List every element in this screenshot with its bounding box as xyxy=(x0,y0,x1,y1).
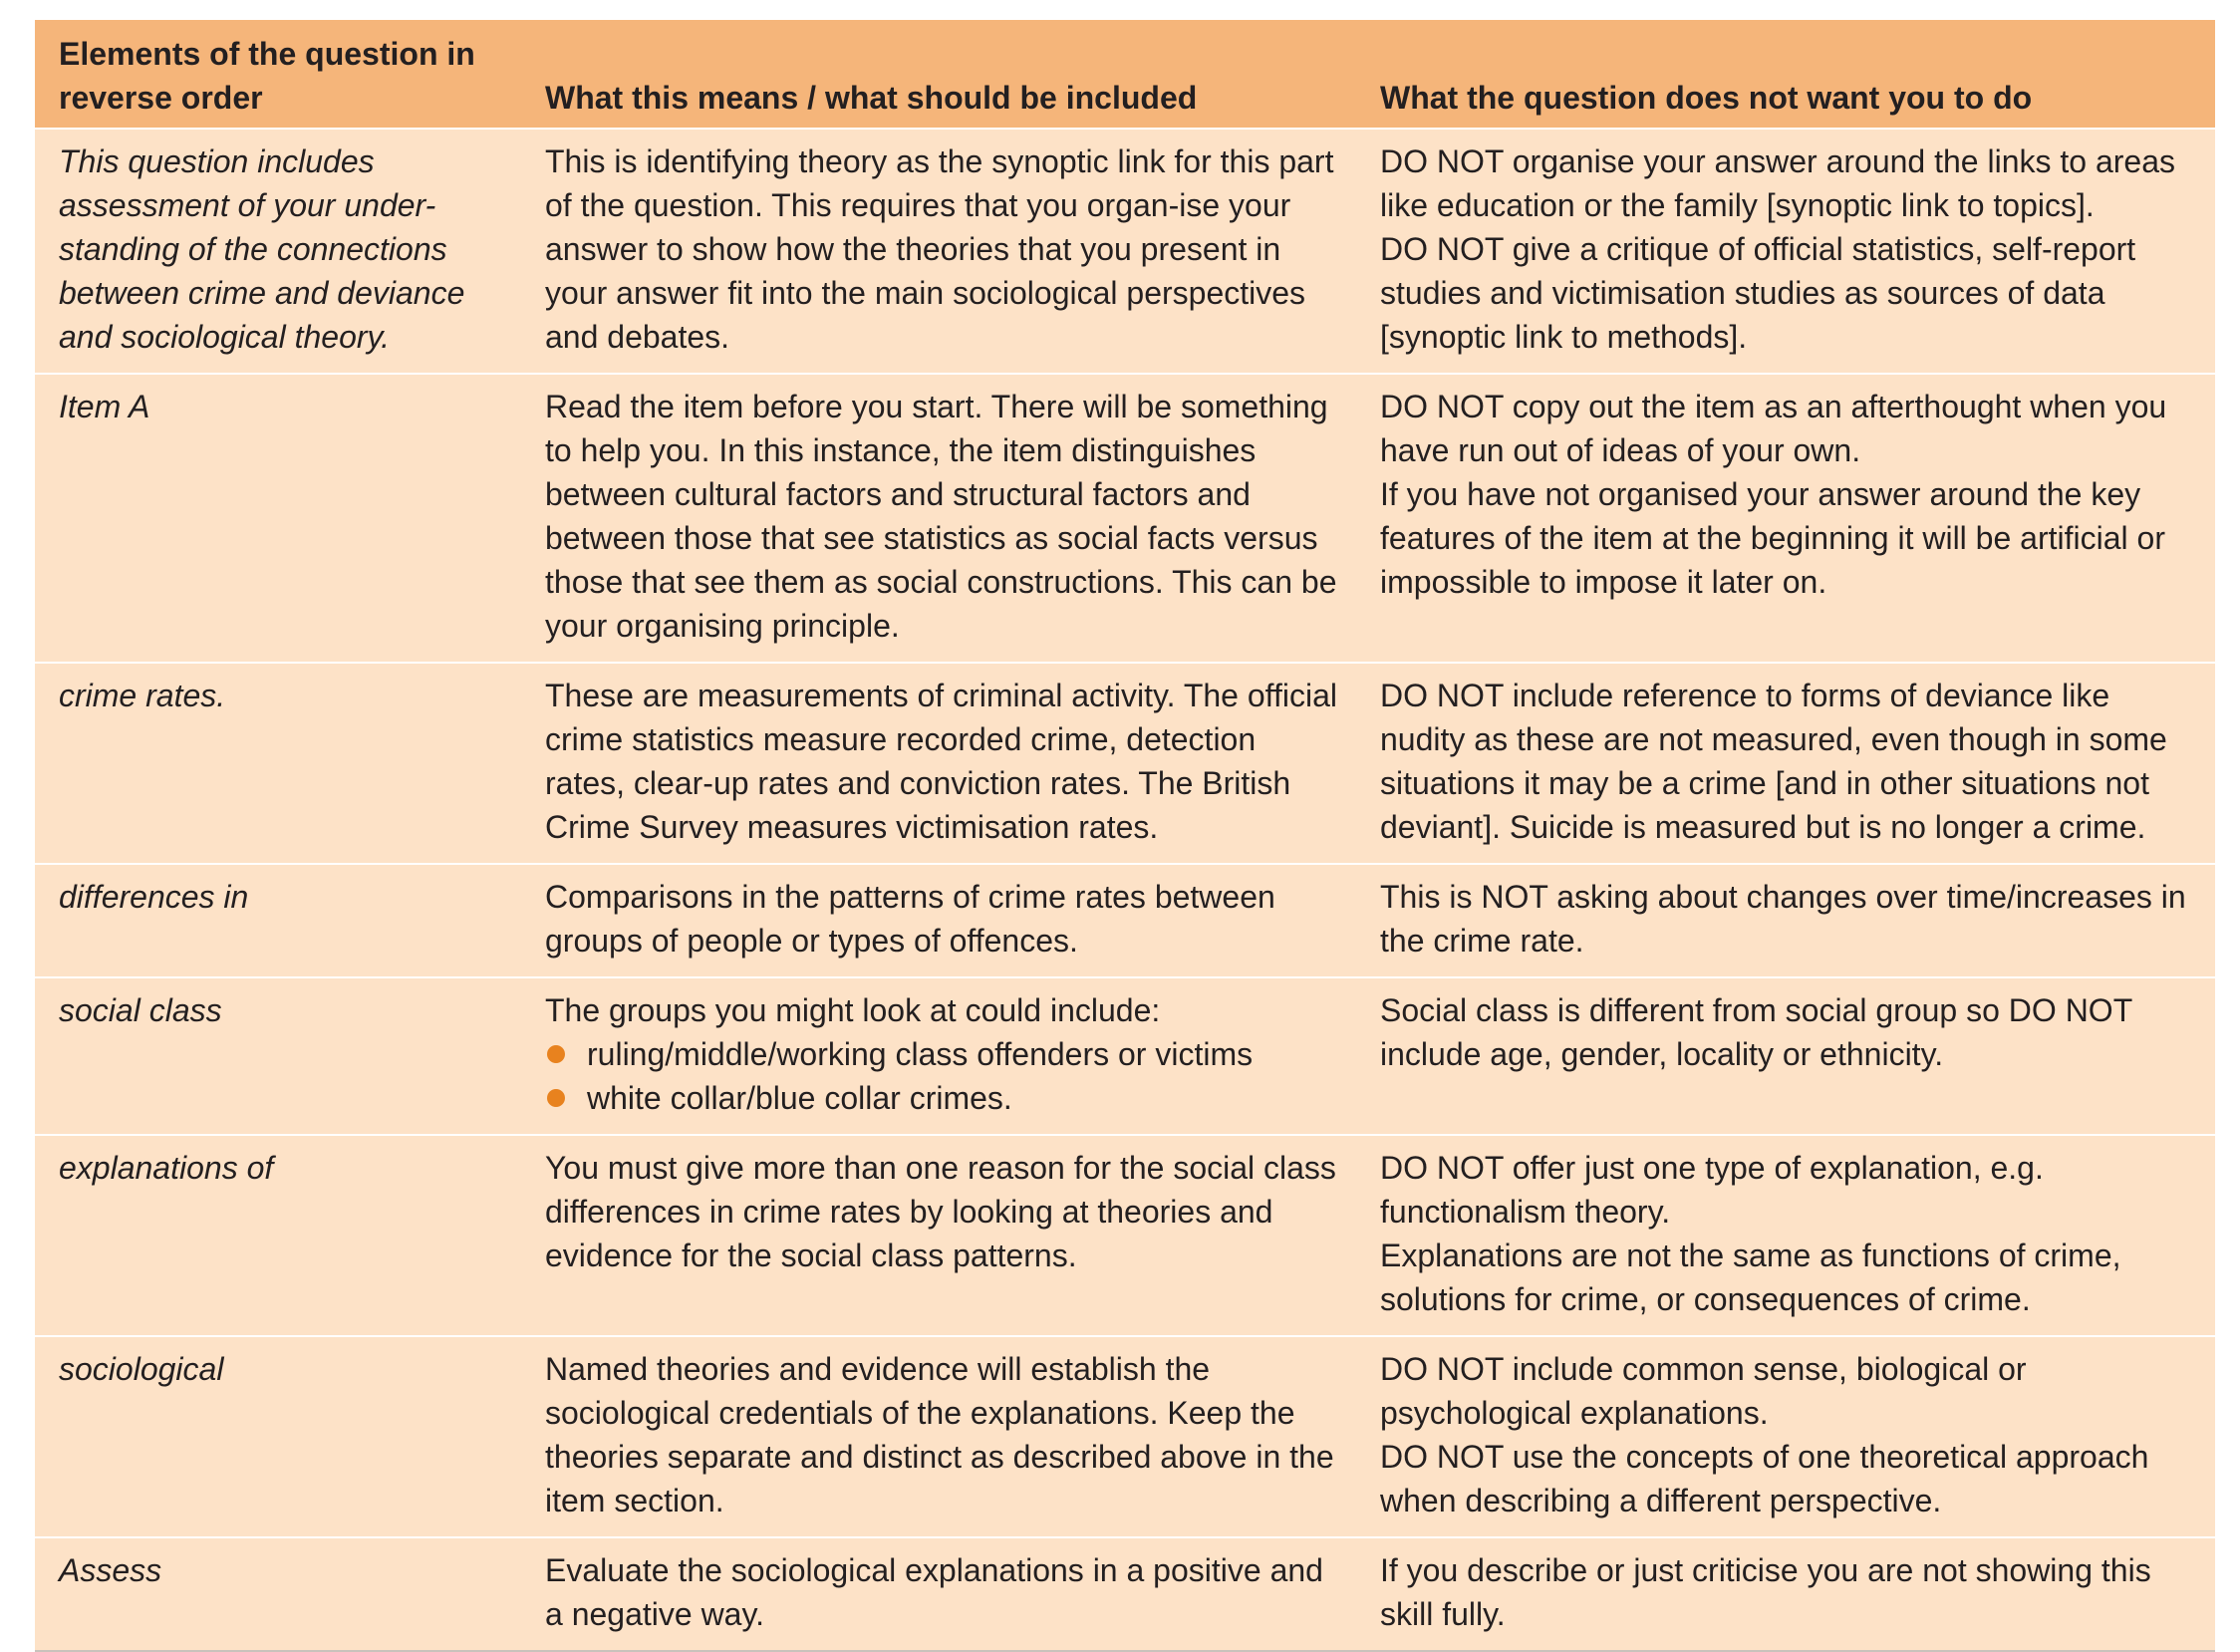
meaning-cell xyxy=(521,977,1356,1135)
question-elements-table xyxy=(35,20,2215,1652)
not-do-cell xyxy=(1356,864,2215,977)
element-cell: sociological xyxy=(35,1336,521,1537)
table-row xyxy=(35,129,2215,374)
not-do-text: This is NOT asking about changes over time/increases in the crime rate. xyxy=(1380,879,2186,959)
meaning-cell xyxy=(521,663,1356,864)
meaning-text: Named theories and evidence will establish the sociological credentials of the explanations. Keep the theories separate and distinct as described above in the item section. xyxy=(545,1351,1334,1518)
not-do-text: DO NOT include common sense, biological or psychological explanations. xyxy=(1380,1351,2027,1431)
bullet-text: white collar/blue collar crimes. xyxy=(587,1080,1012,1116)
meaning-cell xyxy=(521,1537,1356,1651)
element-cell: Assess xyxy=(35,1537,521,1651)
not-do-text: DO NOT organise your answer around the links to areas like education or the family [synoptic link to topics]. xyxy=(1380,143,2176,223)
element-cell: crime rates. xyxy=(35,663,521,864)
meaning-cell xyxy=(521,864,1356,977)
not-do-text: DO NOT include reference to forms of deviance like nudity as these are not measured, even though in some situations it may be a crime [and in other situations not deviant]. Suicide is measured but is no longer a crime. xyxy=(1380,678,2167,845)
element-cell: Item A xyxy=(35,374,521,663)
meaning-text: This is identifying theory as the synoptic link for this part of the question. This requires that you organ-ise your answer to show how the theories that you present in your answer fit into the main sociological perspectives and debates. xyxy=(545,143,1334,355)
meaning-cell xyxy=(521,1336,1356,1537)
bullet-dot-icon xyxy=(547,1045,565,1063)
bullet-list xyxy=(545,1032,1344,1120)
header-elements: Elements of the question in reverse order xyxy=(35,20,521,129)
meaning-text: The groups you might look at could include: xyxy=(545,992,1161,1028)
meaning-text: You must give more than one reason for the social class differences in crime rates by looking at theories and evidence for the social class patterns. xyxy=(545,1150,1336,1273)
not-do-text: If you describe or just criticise you are not showing this skill fully. xyxy=(1380,1552,2151,1632)
meaning-text: Evaluate the sociological explanations in a positive and a negative way. xyxy=(545,1552,1323,1632)
not-do-text: Explanations are not the same as functions of crime, solutions for crime, or consequences of crime. xyxy=(1380,1238,2121,1317)
meaning-text: These are measurements of criminal activity. The official crime statistics measure recorded crime, detection rates, clear-up rates and conviction rates. The British Crime Survey measures victimisation rates. xyxy=(545,678,1337,845)
not-do-cell xyxy=(1356,129,2215,374)
element-cell: This question includes assessment of your under-standing of the connections between crime and deviance and sociological theory. xyxy=(35,129,521,374)
meaning-text: Comparisons in the patterns of crime rates between groups of people or types of offences. xyxy=(545,879,1275,959)
list-item xyxy=(545,1076,1344,1120)
meaning-text: Read the item before you start. There will be something to help you. In this instance, the item distinguishes between cultural factors and structural factors and between those that see statistics as social facts versus those that see them as social constructions. This can be your organising principle. xyxy=(545,389,1337,644)
not-do-cell xyxy=(1356,977,2215,1135)
table-row xyxy=(35,1336,2215,1537)
not-do-cell xyxy=(1356,663,2215,864)
header-meaning: What this means / what should be included xyxy=(521,20,1356,129)
table-row xyxy=(35,374,2215,663)
not-do-text: DO NOT offer just one type of explanation, e.g. functionalism theory. xyxy=(1380,1150,2044,1230)
table-row xyxy=(35,1135,2215,1336)
not-do-text: DO NOT copy out the item as an afterthought when you have run out of ideas of your own. xyxy=(1380,389,2167,468)
meaning-cell xyxy=(521,129,1356,374)
table-body xyxy=(35,129,2215,1651)
not-do-cell xyxy=(1356,1537,2215,1651)
not-do-cell xyxy=(1356,374,2215,663)
meaning-cell xyxy=(521,374,1356,663)
header-row xyxy=(35,20,2215,129)
not-do-cell xyxy=(1356,1336,2215,1537)
header-not-do: What the question does not want you to do xyxy=(1356,20,2215,129)
table-row xyxy=(35,864,2215,977)
not-do-text: Social class is different from social group so DO NOT include age, gender, locality or ethnicity. xyxy=(1380,992,2132,1072)
table-header xyxy=(35,20,2215,129)
meaning-cell xyxy=(521,1135,1356,1336)
bullet-text: ruling/middle/working class offenders or victims xyxy=(587,1036,1254,1072)
not-do-cell xyxy=(1356,1135,2215,1336)
not-do-text: DO NOT use the concepts of one theoretical approach when describing a different perspective. xyxy=(1380,1439,2149,1518)
element-cell: social class xyxy=(35,977,521,1135)
table-row xyxy=(35,663,2215,864)
list-item xyxy=(545,1032,1344,1076)
not-do-text: If you have not organised your answer around the key features of the item at the beginning it will be artificial or impossible to impose it later on. xyxy=(1380,476,2165,600)
element-cell: differences in xyxy=(35,864,521,977)
table-row xyxy=(35,1537,2215,1651)
table-row xyxy=(35,977,2215,1135)
element-cell: explanations of xyxy=(35,1135,521,1336)
not-do-text: DO NOT give a critique of official statistics, self-report studies and victimisation studies as sources of data [synoptic link to methods]. xyxy=(1380,231,2136,355)
bullet-dot-icon xyxy=(547,1089,565,1107)
